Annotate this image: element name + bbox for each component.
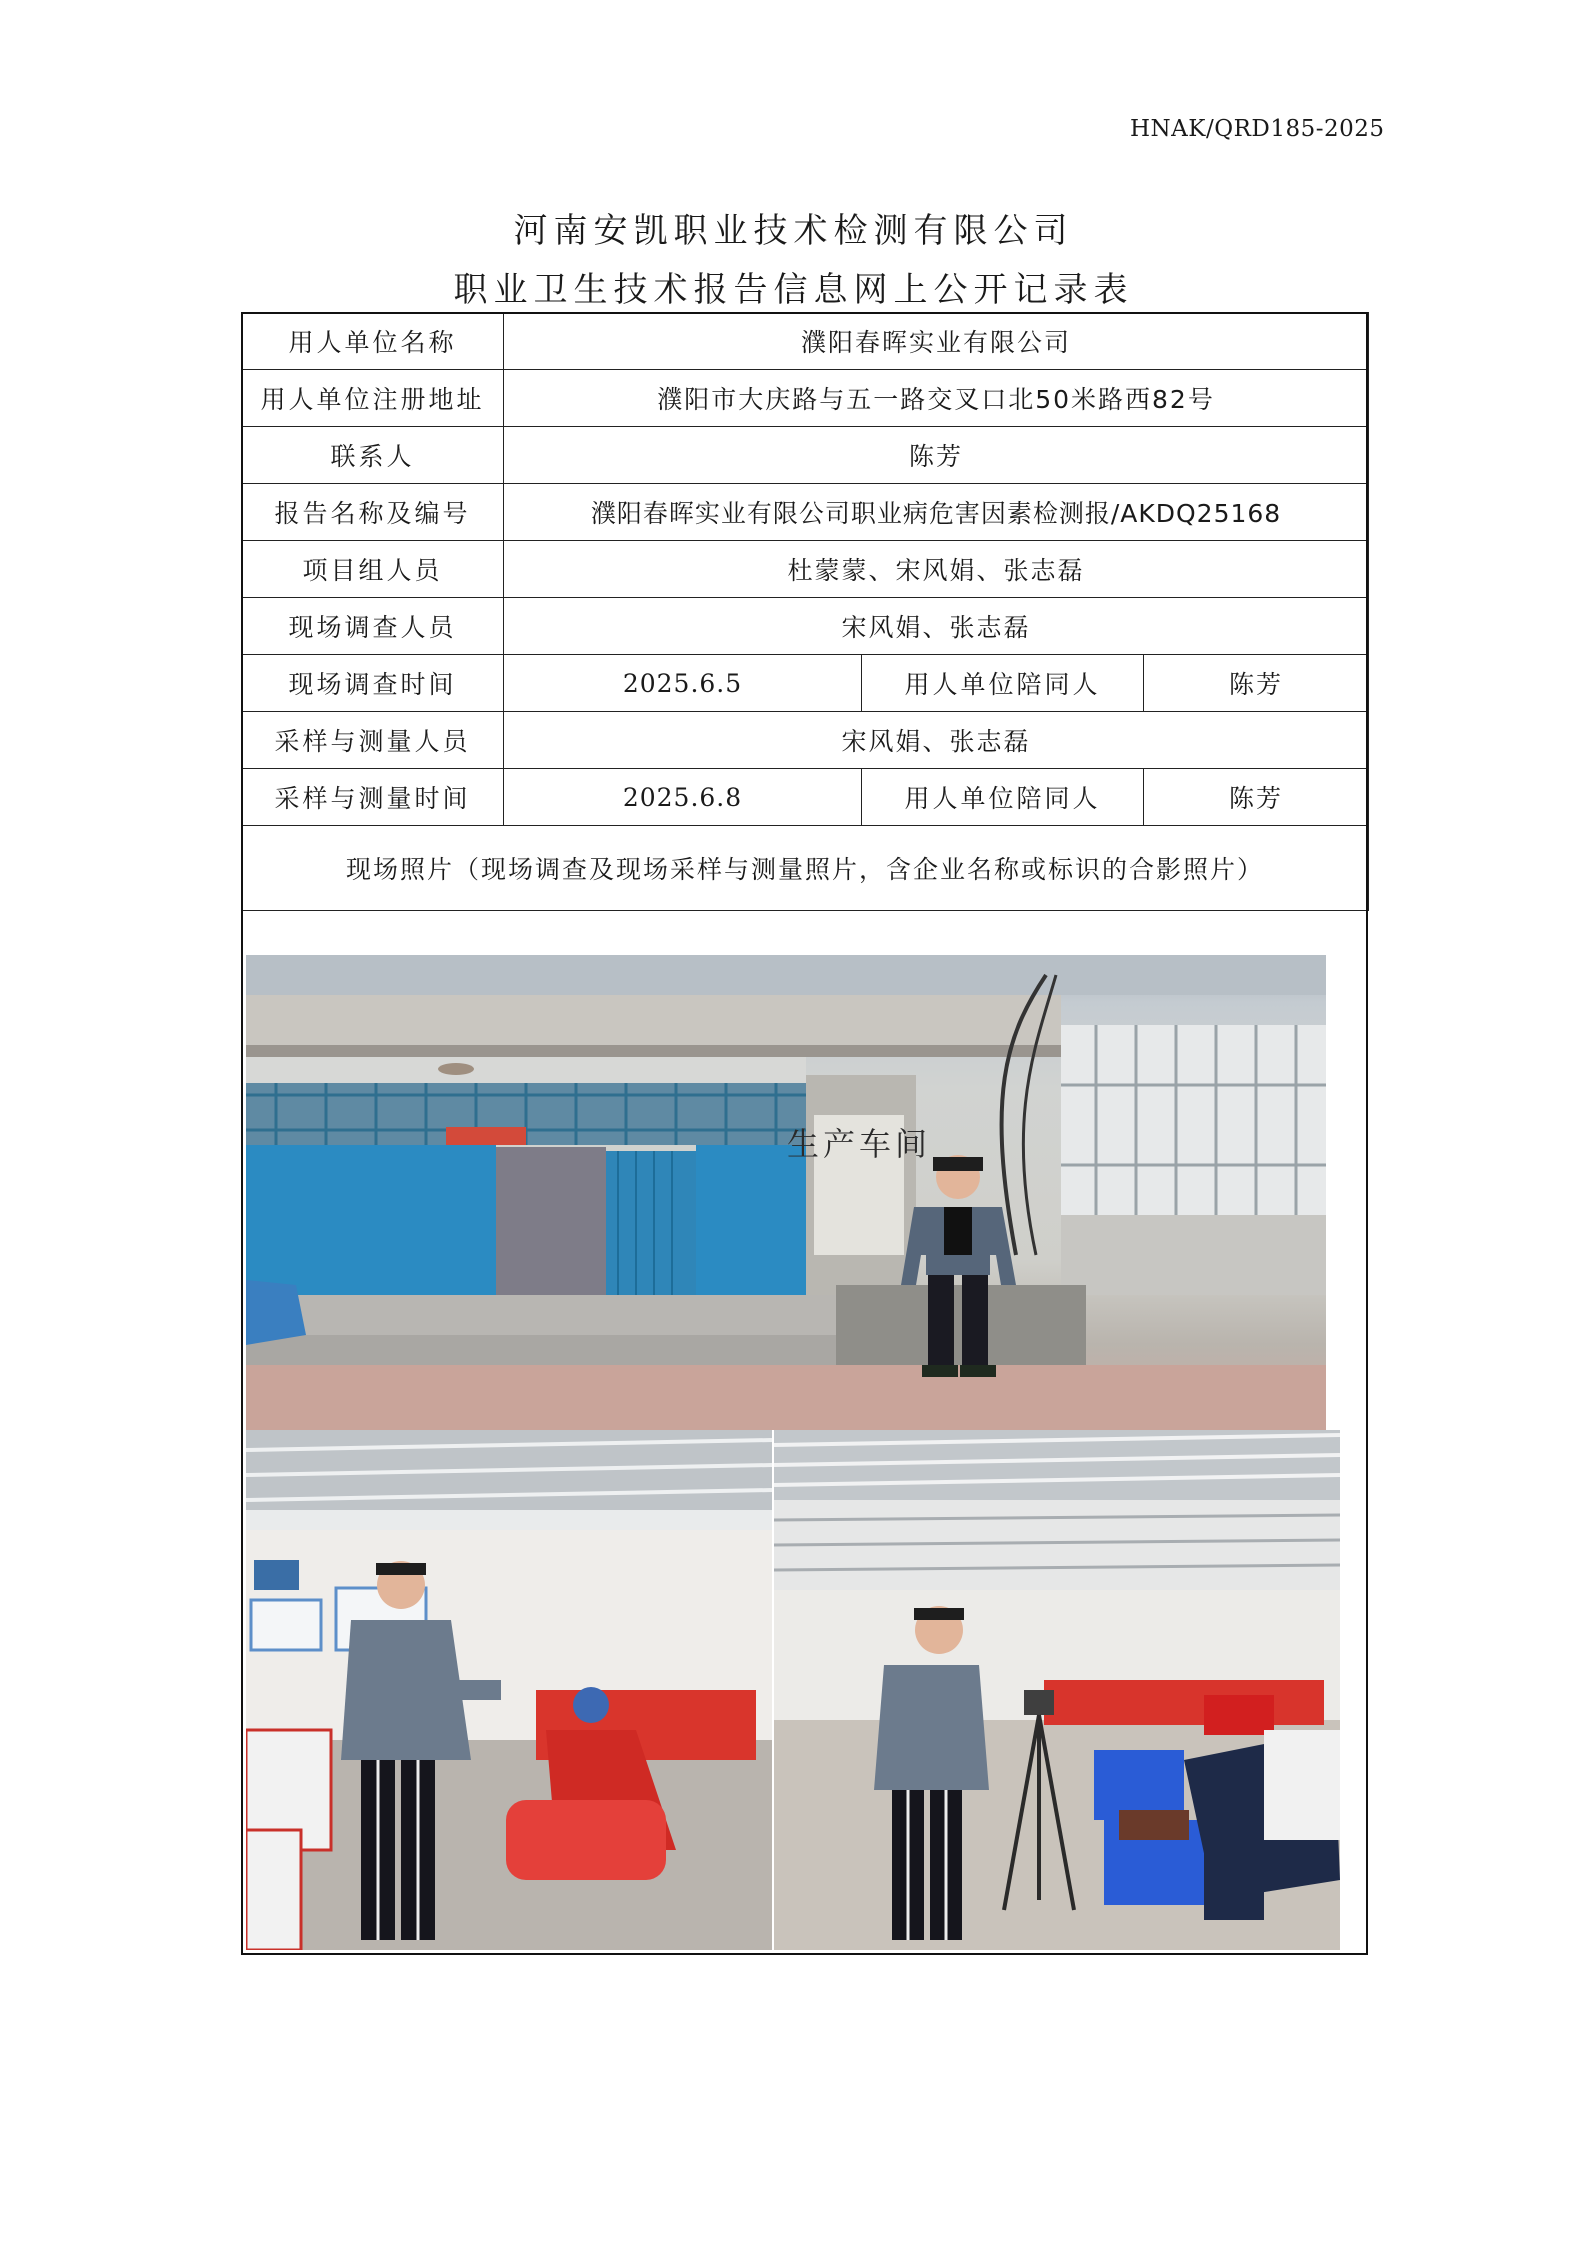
report-value: 濮阳春晖实业有限公司职业病危害因素检测报/AKDQ25168 xyxy=(504,484,1369,541)
survey-escort-label: 用人单位陪同人 xyxy=(862,655,1144,712)
address-label: 用人单位注册地址 xyxy=(242,370,504,427)
row-contact xyxy=(242,427,1369,484)
contact-label: 联系人 xyxy=(242,427,504,484)
row-sampling-staff xyxy=(242,712,1369,769)
sampling-time-label: 采样与测量时间 xyxy=(242,769,504,826)
row-survey-time xyxy=(242,655,1369,712)
sign-main-text: 生产车间 xyxy=(786,1125,932,1163)
info-table xyxy=(241,312,1369,911)
company-title: 河南安凯职业技术检测有限公司 xyxy=(513,211,1074,251)
row-sampling-time xyxy=(242,769,1369,826)
sampling-staff-value: 宋风娟、张志磊 xyxy=(504,712,1369,769)
survey-escort-value: 陈芳 xyxy=(1144,655,1369,712)
survey-time-value: 2025.6.5 xyxy=(504,655,862,712)
row-report xyxy=(242,484,1369,541)
employer-name-label: 用人单位名称 xyxy=(242,313,504,370)
workshop-image-1 xyxy=(246,1430,772,1950)
photo-building-entrance xyxy=(246,955,1326,1430)
row-employer-name xyxy=(242,313,1369,370)
row-photo-caption xyxy=(242,826,1369,911)
document-code: HNAK/QRD185-2025 xyxy=(1130,116,1385,142)
row-team xyxy=(242,541,1369,598)
address-value: 濮阳市大庆路与五一路交叉口北50米路西82号 xyxy=(504,370,1369,427)
team-value: 杜蒙蒙、宋风娟、张志磊 xyxy=(504,541,1369,598)
employer-name-value: 濮阳春晖实业有限公司 xyxy=(504,313,1369,370)
sampling-escort-label: 用人单位陪同人 xyxy=(862,769,1144,826)
photo-workshop-measurement-2 xyxy=(774,1430,1340,1950)
form-title: 职业卫生技术报告信息网上公开记录表 xyxy=(453,270,1134,310)
building-entrance-image xyxy=(246,955,1326,1430)
photo-caption: 现场照片（现场调查及现场采样与测量照片，含企业名称或标识的合影照片） xyxy=(242,826,1369,911)
sampling-time-value: 2025.6.8 xyxy=(504,769,862,826)
survey-time-label: 现场调查时间 xyxy=(242,655,504,712)
team-label: 项目组人员 xyxy=(242,541,504,598)
workshop-image-2 xyxy=(774,1430,1340,1950)
contact-value: 陈芳 xyxy=(504,427,1369,484)
sampling-staff-label: 采样与测量人员 xyxy=(242,712,504,769)
survey-staff-value: 宋风娟、张志磊 xyxy=(504,598,1369,655)
sampling-escort-value: 陈芳 xyxy=(1144,769,1369,826)
row-address xyxy=(242,370,1369,427)
row-survey-staff xyxy=(242,598,1369,655)
photo-workshop-measurement-1 xyxy=(246,1430,772,1950)
report-label: 报告名称及编号 xyxy=(242,484,504,541)
survey-staff-label: 现场调查人员 xyxy=(242,598,504,655)
